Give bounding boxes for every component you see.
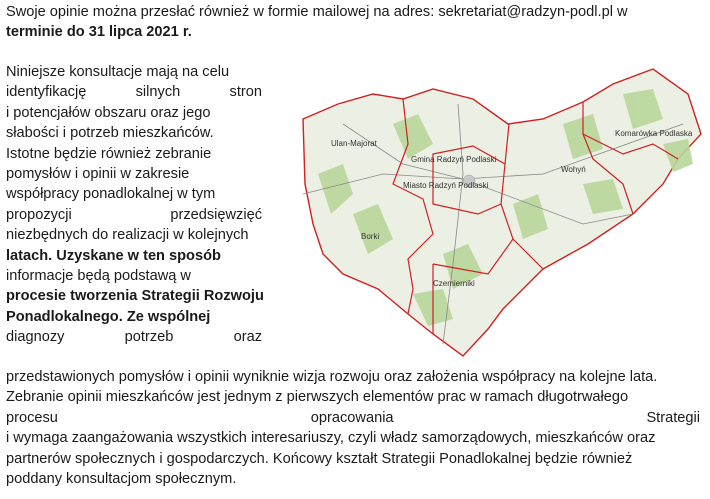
left-column-line bbox=[6, 103, 262, 123]
label-czemierniki: Czemierniki bbox=[433, 279, 475, 288]
left-column-line bbox=[6, 144, 262, 164]
intro-line-2: terminie do 31 lipca 2021 r. bbox=[6, 24, 192, 40]
left-column-line bbox=[6, 246, 262, 266]
full-width-line bbox=[6, 428, 700, 448]
region-map bbox=[283, 64, 703, 364]
left-column-line bbox=[6, 327, 262, 347]
text-segment: latach. Uzyskane w ten sposób bbox=[6, 247, 221, 264]
full-width-line bbox=[6, 408, 700, 428]
left-column-line bbox=[6, 123, 262, 143]
text-segment: partnerów społecznych i gospodarczych. Końcowy kształt Strategii Ponadlokalnej będzie również bbox=[6, 450, 633, 467]
left-column-line bbox=[6, 62, 262, 82]
text-segment: diagnozy bbox=[6, 329, 65, 346]
text-segment: procesie tworzenia Strategii Rozwoju bbox=[6, 288, 264, 305]
text-segment: słabości i potrzeb mieszkańców. bbox=[6, 125, 214, 142]
left-column-line bbox=[6, 225, 262, 245]
text-segment: przedstawionych pomysłów i opinii wyniknie wizja rozwoju oraz założenia współpracy na kolejne lata. bbox=[6, 369, 658, 385]
text-segment: i wymaga zaangażowania wszystkich interesariuszy, czyli władz samorządowych, mieszkańców oraz bbox=[6, 430, 656, 447]
text-segment: potrzeb bbox=[124, 329, 174, 346]
label-miasto-radzyn: Miasto Radzyń Podlaski bbox=[403, 181, 489, 190]
text-segment: niezbędnych do realizacji w kolejnych bbox=[6, 227, 249, 244]
text-segment: Strategii bbox=[646, 409, 700, 426]
text-segment: procesu bbox=[6, 409, 58, 426]
label-borki: Borki bbox=[361, 232, 380, 241]
text-segment: propozycji bbox=[6, 206, 72, 223]
text-segment: informacje będą podstawą w bbox=[6, 268, 191, 284]
text-segment: Niniejsze konsultacje mają na celu bbox=[6, 64, 230, 80]
left-column-line bbox=[6, 205, 262, 225]
label-wohyn: Wohyń bbox=[561, 165, 586, 174]
intro-line-1: Swoje opinie można przesłać również w formie mailowej na adres: sekretariat@radzyn-podl.pl w bbox=[6, 4, 628, 20]
text-segment: i potencjałów obszaru oraz jego bbox=[6, 104, 211, 121]
full-width-line bbox=[6, 387, 700, 407]
text-segment: przedsięwzięć bbox=[170, 206, 262, 223]
text-segment: identyfikację bbox=[6, 84, 87, 101]
left-column-line bbox=[6, 307, 262, 327]
text-segment: poddany konsultacjom społecznym. bbox=[6, 471, 237, 487]
left-column-line bbox=[6, 184, 262, 204]
text-segment: Istotne będzie również zebranie bbox=[6, 145, 212, 162]
full-width-line bbox=[6, 469, 700, 489]
text-segment: stron bbox=[229, 84, 262, 101]
left-column-line bbox=[6, 286, 262, 306]
left-column-line bbox=[6, 82, 262, 102]
text-segment: pomysłów i opinii w zakresie bbox=[6, 166, 190, 182]
left-column-line bbox=[6, 266, 262, 286]
text-segment: współpracy ponadlokalnej w tym bbox=[6, 186, 216, 203]
text-segment: Zebranie opinii mieszkańców jest jednym z pierwszych elementów prac w ramach długotrwałego bbox=[6, 389, 629, 406]
text-segment: opracowania bbox=[310, 409, 394, 426]
text-segment: silnych bbox=[135, 84, 181, 101]
label-komarowka: Komarówka Podlaska bbox=[615, 129, 693, 138]
text-segment: Ponadlokalnego. Ze wspólnej bbox=[6, 308, 211, 325]
text-segment: oraz bbox=[233, 329, 262, 346]
label-gmina-radzyn: Gmina Radzyń Podlaski bbox=[411, 155, 497, 164]
label-ulan-majorat: Ulan-Majorat bbox=[331, 139, 377, 148]
left-column-line bbox=[6, 164, 262, 184]
full-width-line bbox=[6, 449, 700, 469]
full-width-line bbox=[6, 367, 700, 387]
